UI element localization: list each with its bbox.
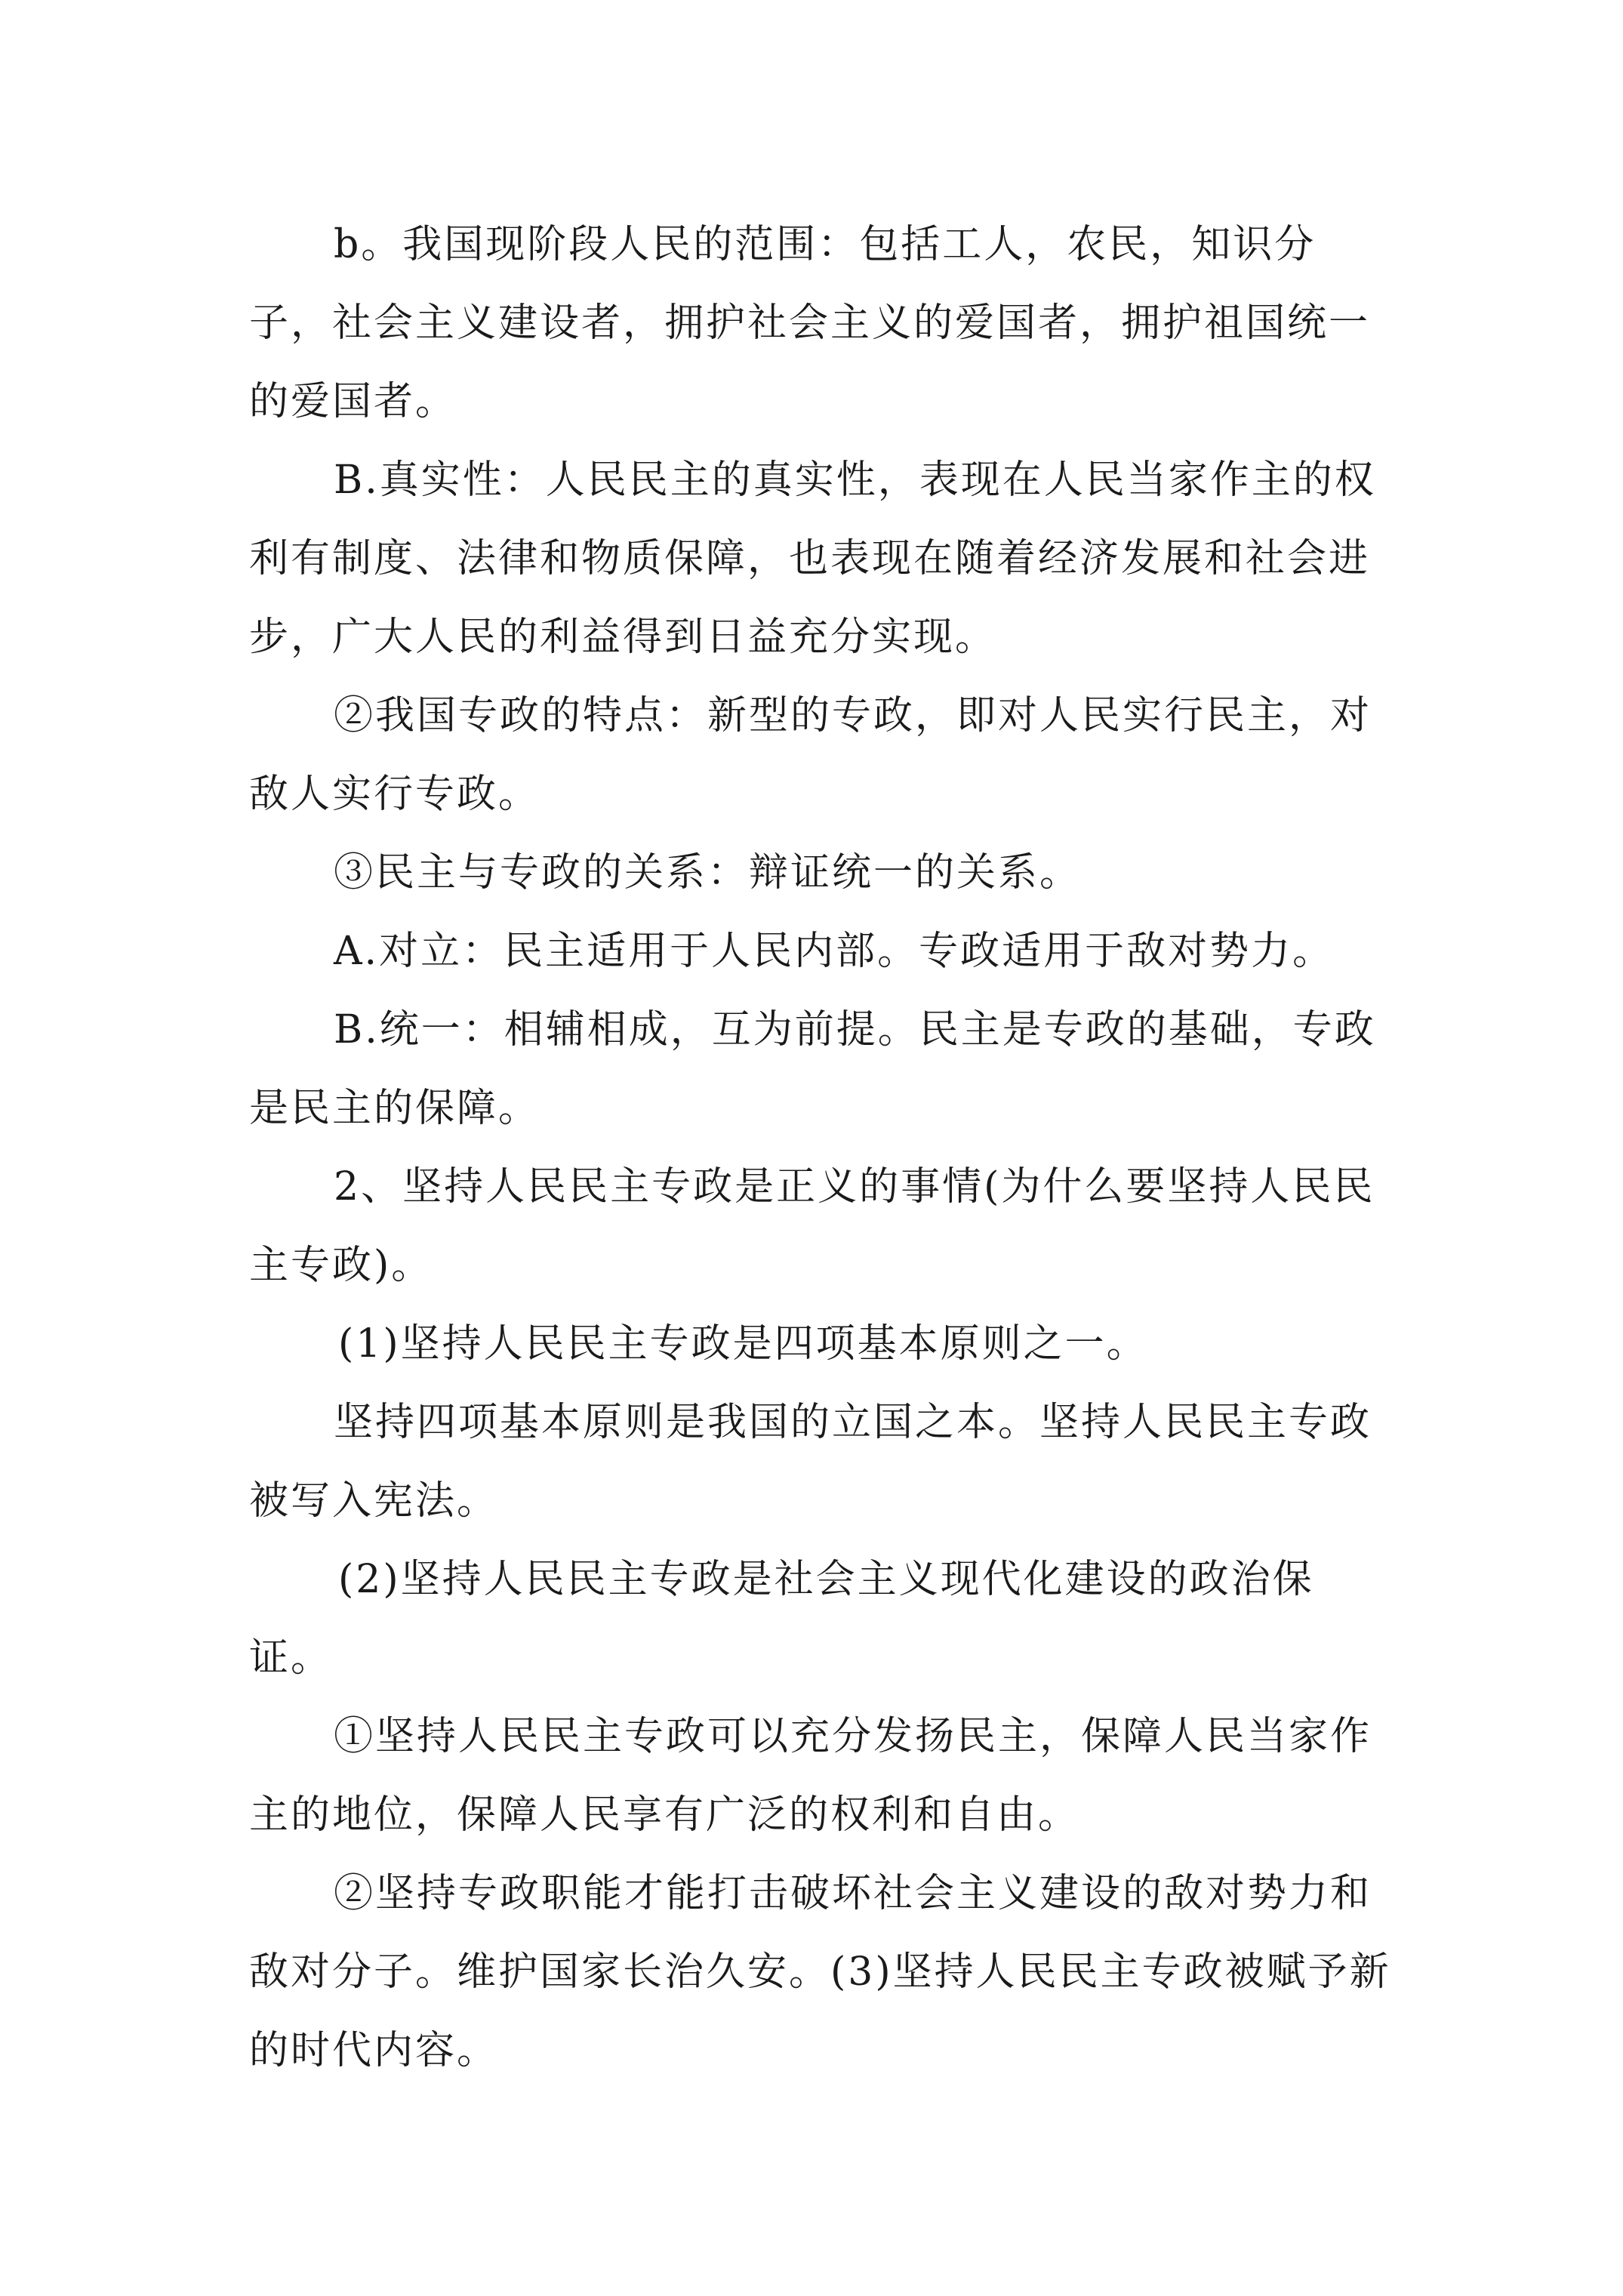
- paragraph-four-principles: (1)坚持人民民主专政是四项基本原则之一。: [338, 1321, 1148, 1367]
- paragraph-why-uphold: 2、坚持人民民主专政是正义的事情(为什么要坚持人民民主专政)。: [249, 1164, 1375, 1288]
- paragraph-unity: B.统一：相辅相成，互为前提。民主是专政的基础，专政是民主的保障。: [249, 1007, 1376, 1131]
- paragraph-democracy-dictatorship-relation: ③民主与专政的关系：辩证统一的关系。: [334, 850, 1082, 895]
- paragraph-dictatorship-features: ②我国专政的特点：新型的专政，即对人民实行民主，对敌人实行专政。: [249, 693, 1372, 817]
- paragraph-political-guarantee: (2)坚持人民民主专政是社会主义现代化建设的政治保证。: [249, 1557, 1314, 1681]
- paragraph-dictatorship-function: ②坚持专政职能才能打击破坏社会主义建设的敌对势力和敌对分子。维护国家长治久安。(3)坚持人民民主专政被赋予新的时代内容。: [249, 1871, 1391, 2073]
- paragraph-authenticity: B.真实性：人民民主的真实性，表现在人民当家作主的权利有制度、法律和物质保障，也表现在随着经济发展和社会进步，广大人民的利益得到日益充分实现。: [249, 458, 1376, 660]
- paragraph-promote-democracy: ①坚持人民民主专政可以充分发扬民主，保障人民当家作主的地位，保障人民享有广泛的权利和自由。: [249, 1714, 1372, 1838]
- paragraph-founding-basis: 坚持四项基本原则是我国的立国之本。坚持人民民主专政被写入宪法。: [249, 1400, 1372, 1524]
- paragraph-opposition: A.对立：民主适用于人民内部。专政适用于敌对势力。: [334, 929, 1335, 974]
- paragraph-people-scope: b。我国现阶段人民的范围：包括工人，农民，知识分子，社会主义建设者，拥护社会主义的爱国者，拥护祖国统一的爱国者。: [249, 222, 1371, 424]
